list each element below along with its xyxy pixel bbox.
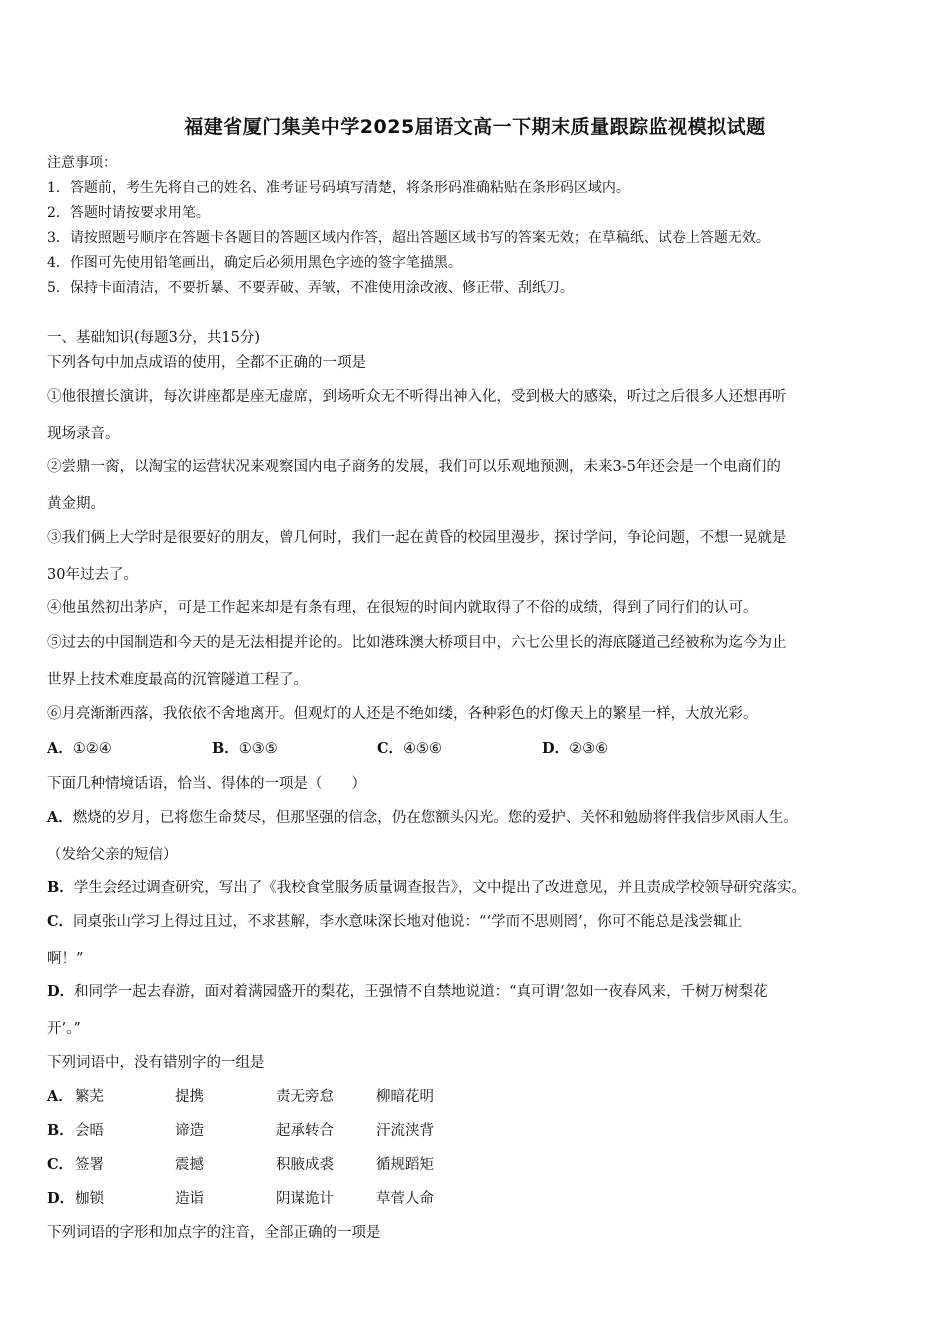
option-label: C． — [377, 740, 404, 757]
word: 循规蹈矩 — [376, 1157, 434, 1173]
word: 繁芜 — [75, 1089, 104, 1105]
word: 震撼 — [175, 1157, 204, 1173]
notice-item: 1．答题前，考生先将自己的姓名、准考证号码填写清楚，将条形码准确粘贴在条形码区域内。 — [47, 180, 630, 196]
question-stem: 下列词语的字形和加点字的注音，全部正确的一项是 — [47, 1225, 381, 1241]
question-stem: 下列词语中，没有错别字的一组是 — [47, 1055, 265, 1071]
sentence-2-cont: 黄金期。 — [47, 496, 105, 512]
option-d[interactable] — [47, 980, 768, 1001]
option-a[interactable] — [47, 737, 112, 758]
sentence-3: ③我们俩上大学时是很要好的朋友，曾几何时，我们一起在黄昏的校园里漫步，探讨学问，争论问题，不想一晃就是 — [47, 530, 787, 546]
option-d-cont: 开’。” — [47, 1021, 81, 1037]
notice-item: 5．保持卡面清洁，不要折暴、不要弄破、弄皱，不准使用涂改液、修正带、刮纸刀。 — [47, 280, 574, 296]
question-stem: 下列各句中加点成语的使用，全都不正确的一项是 — [47, 355, 366, 371]
word: 责无旁怠 — [276, 1089, 334, 1105]
section-heading: 一、基础知识(每题3分，共15分) — [47, 330, 260, 346]
sentence-4: ④他虽然初出茅庐，可是工作起来却是有条有理，在很短的时间内就取得了不俗的成绩，得到了同行们的认可。 — [47, 600, 758, 616]
option-text: 同桌张山学习上得过且过，不求甚解，李水意味深长地对他说：“‘学而不思则罔’，你可不能总是浅尝辄止 — [73, 914, 743, 930]
notice-heading: 注意事项： — [47, 155, 117, 171]
option-b[interactable] — [47, 876, 806, 897]
option-a[interactable] — [47, 1085, 547, 1105]
option-b[interactable] — [47, 1119, 547, 1139]
option-label: B． — [212, 740, 239, 757]
sentence-3-cont: 30年过去了。 — [47, 567, 138, 583]
page-title: 福建省厦门集美中学2025届语文高一下期末质量跟踪监视模拟试题 — [184, 116, 766, 138]
sentence-6: ⑥月亮渐渐西落，我依依不舍地离开。但观灯的人还是不绝如缕，各种彩色的灯像天上的繁星一样，大放光彩。 — [47, 706, 758, 722]
word: 会晤 — [75, 1123, 104, 1139]
word: 谛造 — [175, 1123, 204, 1139]
option-label: D． — [542, 740, 570, 757]
sentence-2: ②尝鼎一脔，以淘宝的运营状况来观察国内电子商务的发展，我们可以乐观地预测，未来3-5年还会是一个电商们的 — [47, 459, 781, 475]
option-label: A． — [47, 1088, 73, 1105]
option-label: B． — [47, 879, 74, 896]
word: 签署 — [75, 1157, 104, 1173]
option-text: 燃烧的岁月，已将您生命焚尽，但那坚强的信念，仍在您额头闪光。您的爱护、关怀和勉励将伴我信步风雨人生。 — [72, 810, 798, 826]
word: 柳暗花明 — [376, 1089, 434, 1105]
word: 造诣 — [175, 1191, 204, 1207]
option-c[interactable] — [47, 910, 742, 931]
word: 草菅人命 — [376, 1191, 434, 1207]
option-text: ①②④ — [72, 741, 112, 757]
sentence-1-cont: 现场录音。 — [47, 426, 120, 442]
word: 提携 — [175, 1089, 204, 1105]
option-d[interactable] — [47, 1187, 547, 1207]
option-label: A． — [47, 740, 73, 757]
option-text: 学生会经过调查研究，写出了《我校食堂服务质量调查报告》，文中提出了改进意见，并且责成学校领导研究落实。 — [73, 880, 807, 896]
option-text: ①③⑤ — [238, 741, 278, 757]
option-d[interactable] — [542, 737, 608, 758]
notice-item: 2．答题时请按要求用笔。 — [47, 205, 210, 221]
notice-item: 4．作图可先使用铅笔画出，确定后必须用黑色字迹的签字笔描黑。 — [47, 255, 462, 271]
option-label: D． — [47, 1190, 75, 1207]
question-stem: 下面几种情境话语，恰当、得体的一项是（ ） — [47, 776, 366, 792]
option-text: 和同学一起去春游，面对着满园盛开的梨花，王强情不自禁地说道：“真可谓‘忽如一夜春风来，千树万树梨花 — [74, 984, 768, 1000]
option-c[interactable] — [47, 1153, 547, 1173]
word: 枷锁 — [75, 1191, 104, 1207]
option-label: B． — [47, 1122, 74, 1139]
option-c[interactable] — [377, 737, 442, 758]
option-b[interactable] — [212, 737, 278, 758]
sentence-1: ①他很擅长演讲，每次讲座都是座无虚席，到场听众无不听得出神入化，受到极大的感染，听过之后很多人还想再听 — [47, 389, 787, 405]
q1-options — [47, 737, 747, 757]
sentence-5-cont: 世界上技术难度最高的沉管隧道工程了。 — [47, 672, 308, 688]
option-text: ②③⑥ — [569, 741, 609, 757]
word: 阴谋诡计 — [276, 1191, 334, 1207]
option-c-cont: 啊！” — [47, 951, 84, 967]
word: 积腋成裘 — [276, 1157, 334, 1173]
sentence-5: ⑤过去的中国制造和今天的是无法相提并论的。比如港珠澳大桥项目中，六七公里长的海底隧道己经被称为迄今为止 — [47, 635, 787, 651]
option-label: C． — [47, 1156, 74, 1173]
word: 汗流浃背 — [376, 1123, 434, 1139]
option-label: C． — [47, 913, 74, 930]
word: 起承转合 — [276, 1123, 334, 1139]
option-label: A． — [47, 809, 73, 826]
notice-item: 3．请按照题号顺序在答题卡各题目的答题区域内作答，超出答题区域书写的答案无效；在草稿纸、试卷上答题无效。 — [47, 230, 770, 246]
option-text: ④⑤⑥ — [403, 741, 443, 757]
option-label: D． — [47, 983, 75, 1000]
option-a[interactable] — [47, 806, 798, 827]
option-a-note: （发给父亲的短信） — [47, 847, 178, 863]
